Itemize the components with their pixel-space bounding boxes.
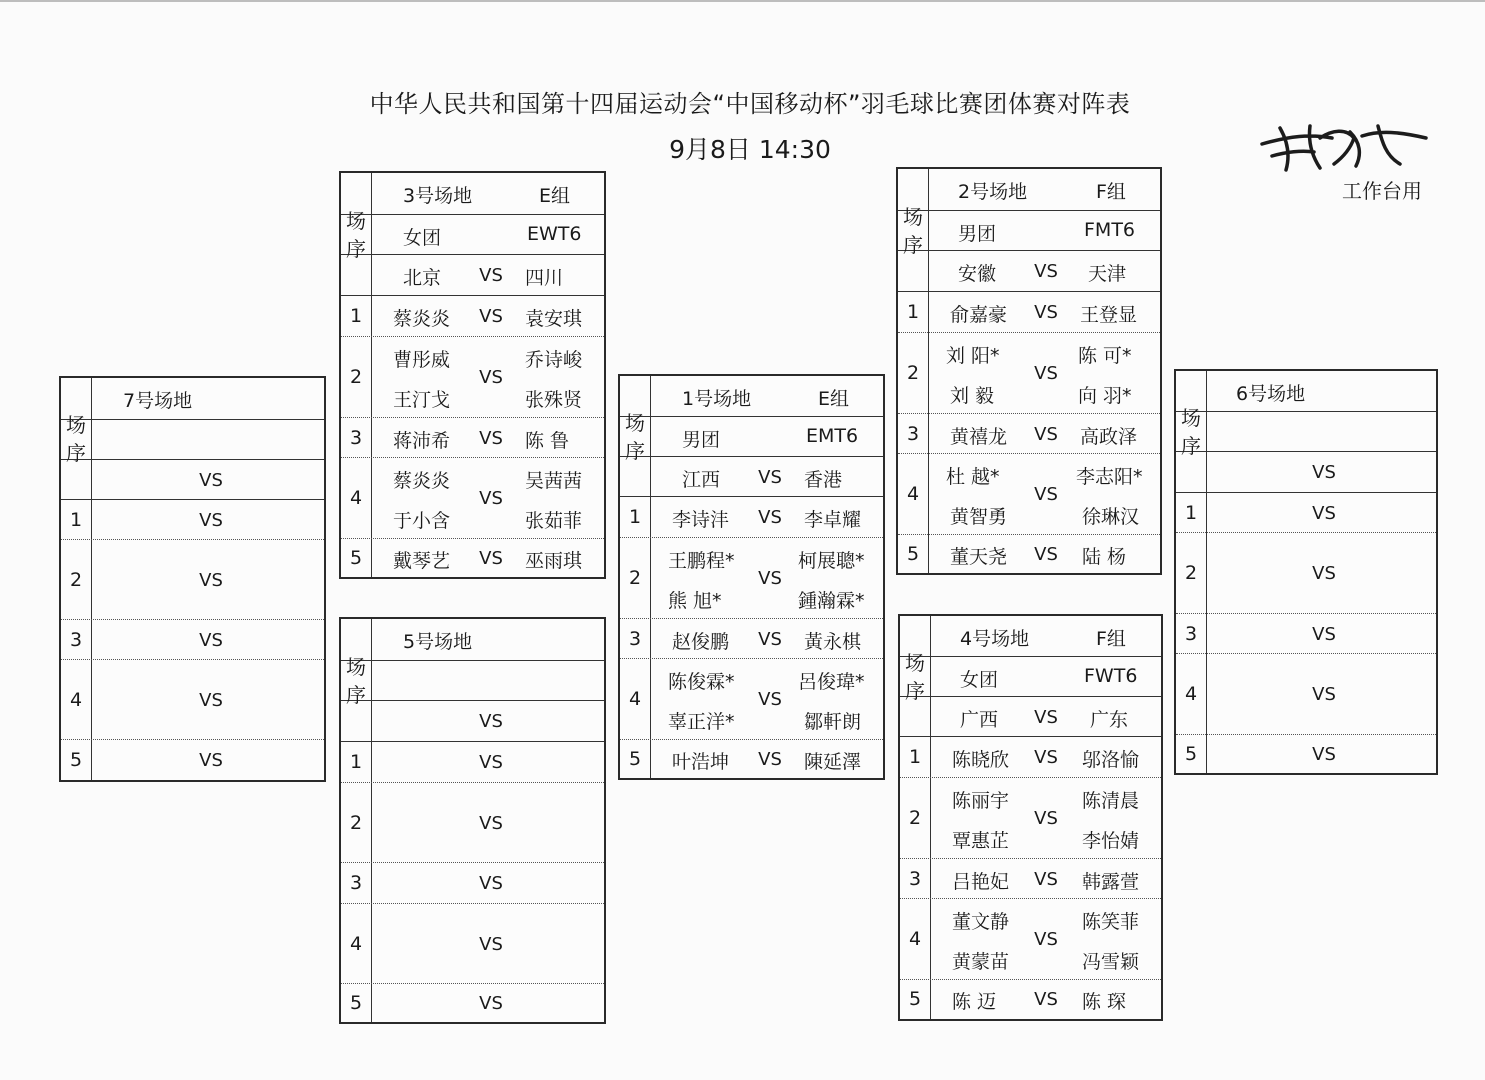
match-row-5 [341,984,604,1022]
player-name: 黃永棋 [804,631,862,653]
player-name: 陈 可* [1078,345,1132,367]
seq-header-char: 场 [903,204,923,229]
teams-row [341,701,604,742]
team-a: 江西 [682,469,721,491]
seq-header [341,619,371,742]
match-row-2 [61,540,324,620]
teams-row [900,697,1161,737]
group-label: E组 [539,185,571,207]
desk-use-label: 工作台用 [1342,179,1422,203]
vs-label: VS [1034,808,1058,829]
player-name: 陈丽宇 [952,790,1010,812]
event-row [341,215,604,255]
player-name: 赵俊鹏 [672,631,730,653]
seq-header-char: 场 [66,413,86,437]
court-name: 6号场地 [1236,383,1306,405]
player-name: 柯展聰* [798,550,865,572]
match-row-2 [341,337,604,418]
player-name: 杜 越* [946,466,1000,488]
player-name: 陈清晨 [1082,790,1140,812]
match-number: 4 [349,933,363,955]
court-name: 4号场地 [960,628,1030,650]
player-name: 黄蒙苗 [952,951,1010,973]
player-name: 蒋沛希 [393,430,451,452]
match-number: 3 [908,868,922,890]
match-number: 1 [906,301,920,323]
seq-header [341,173,371,296]
seq-header-char: 序 [625,438,645,463]
vs-label: VS [479,752,503,773]
player-name: 刘 阳* [946,345,1000,367]
player-name: 张殊贤 [525,389,583,411]
match-number: 3 [349,872,363,894]
match-row-5 [341,539,604,577]
page-title: 中华人民共和国第十四届运动会“中国移动杯”羽毛球比赛团体赛对阵表 [369,90,1131,118]
vs-label: VS [1034,707,1058,728]
match-number: 5 [908,988,922,1010]
match-row-3 [341,863,604,904]
player-name: 王鹏程* [668,550,735,572]
match-number: 2 [69,569,83,591]
player-name: 叶浩坤 [672,751,730,773]
vs-label: VS [1034,869,1058,890]
player-name: 李卓耀 [804,509,862,531]
vs-label: VS [1034,747,1058,768]
court-3-table [339,171,606,579]
court-header-row [898,169,1160,211]
vs-label: VS [479,306,503,327]
top-edge-line [0,0,1485,2]
match-number: 4 [1184,683,1198,705]
match-row-4 [898,454,1160,535]
court-4-table [898,614,1163,1021]
court-header-row [341,619,604,661]
player-name: 王登显 [1080,304,1138,326]
player-name: 巫雨琪 [525,550,583,572]
teams-row [341,255,604,296]
match-number: 1 [908,746,922,768]
player-name: 蔡炎炎 [393,308,451,330]
player-name: 陳延澤 [804,751,862,773]
court-7-table [59,376,326,782]
match-number: 2 [628,567,642,589]
player-name: 韩露萱 [1082,871,1140,893]
player-name: 陈俊霖* [668,671,735,693]
player-name: 陈笑菲 [1082,911,1140,933]
vs-label: VS [1034,363,1058,384]
event-row [898,211,1160,251]
match-row-5 [1176,735,1436,773]
group-label: E组 [818,388,850,410]
event-row [900,657,1161,697]
court-name: 5号场地 [403,631,473,653]
match-row-2 [1176,533,1436,614]
match-number: 1 [349,305,363,327]
match-row-3 [61,620,324,660]
court-6-table [1174,369,1438,775]
vs-label: VS [479,711,503,732]
match-number: 4 [906,483,920,505]
vs-label: VS [758,629,782,650]
seq-header [898,169,928,292]
player-name: 邬洛愉 [1082,749,1140,771]
match-number: 4 [908,928,922,950]
handwritten-signature [1250,108,1440,180]
seq-header-char: 序 [66,441,86,465]
vs-label: VS [758,507,782,528]
team-b: 天津 [1088,263,1127,285]
seq-header-char: 场 [346,654,366,679]
seq-header-char: 序 [905,678,925,703]
match-number: 1 [1184,502,1198,524]
vs-label: VS [199,570,223,591]
match-row-4 [620,659,883,740]
event-row [341,661,604,701]
match-row-4 [1176,654,1436,735]
player-name: 李志阳* [1076,466,1143,488]
match-number: 4 [69,689,83,711]
team-b: 四川 [525,267,564,289]
vs-label: VS [479,428,503,449]
team-a: 广西 [960,709,999,731]
player-name: 刘 毅 [950,385,995,407]
match-number: 5 [349,547,363,569]
vs-label: VS [758,467,782,488]
match-number: 3 [628,628,642,650]
vs-label: VS [1034,302,1058,323]
match-number: 4 [349,487,363,509]
vs-label: VS [1034,929,1058,950]
player-name: 李怡婧 [1082,830,1140,852]
match-number: 1 [628,506,642,528]
player-name: 袁安琪 [525,308,583,330]
event-code: FMT6 [1084,219,1136,241]
teams-row [61,460,324,500]
match-row-4 [341,904,604,984]
seq-header [620,376,650,497]
match-row-1 [898,292,1160,333]
match-number: 3 [349,427,363,449]
court-5-table [339,617,606,1024]
player-name: 鄒軒朗 [804,711,862,733]
match-row-2 [620,538,883,619]
match-row-5 [61,740,324,780]
player-name: 呂俊瑋* [798,671,865,693]
seq-header-char: 场 [346,208,366,233]
court-name: 7号场地 [123,390,193,412]
seq-header [61,378,91,500]
vs-label: VS [1312,462,1336,483]
vs-label: VS [479,813,503,834]
player-name: 董文静 [952,911,1010,933]
match-row-1 [900,737,1161,778]
vs-label: VS [1312,503,1336,524]
vs-label: VS [1312,684,1336,705]
match-row-5 [900,980,1161,1019]
player-name: 蔡炎炎 [393,470,451,492]
vs-label: VS [479,873,503,894]
event-name: 女团 [960,669,999,691]
player-name: 乔诗峻 [525,349,583,371]
match-number: 1 [349,751,363,773]
match-row-1 [341,296,604,337]
player-name: 董天尧 [950,546,1008,568]
group-label: F组 [1096,181,1126,203]
team-b: 广东 [1090,709,1129,731]
court-1-table [618,374,885,780]
match-number: 2 [349,812,363,834]
match-number: 2 [908,807,922,829]
vs-label: VS [479,548,503,569]
event-name: 男团 [682,429,721,451]
player-name: 于小含 [393,510,451,532]
player-name: 李诗沣 [672,509,730,531]
event-row [61,420,324,460]
vs-label: VS [1034,989,1058,1010]
player-name: 冯雪颖 [1082,951,1140,973]
team-a: 北京 [403,267,442,289]
teams-row [620,457,883,497]
match-row-2 [900,778,1161,859]
court-header-row [341,173,604,215]
vs-label: VS [479,265,503,286]
match-row-2 [341,783,604,863]
seq-header-char: 场 [1181,406,1201,430]
teams-row [898,251,1160,292]
group-label: F组 [1096,628,1126,650]
court-header-row [1176,371,1436,412]
player-name: 向 羽* [1078,385,1132,407]
match-row-5 [620,740,883,778]
match-row-1 [61,500,324,540]
vs-label: VS [199,630,223,651]
match-number: 5 [906,543,920,565]
player-name: 黄禧龙 [950,426,1008,448]
match-row-3 [900,859,1161,899]
player-name: 俞嘉豪 [950,304,1008,326]
event-name: 女团 [403,227,442,249]
match-datetime: 9月8日 14:30 [669,135,831,164]
vs-label: VS [758,568,782,589]
player-name: 陆 杨 [1082,546,1127,568]
match-number: 5 [69,749,83,771]
player-name: 陈 鲁 [525,430,570,452]
player-name: 戴琴艺 [393,550,451,572]
court-2-table [896,167,1162,575]
player-name: 陈晓欣 [952,749,1010,771]
vs-label: VS [1312,744,1336,765]
match-row-1 [341,742,604,783]
court-name: 3号场地 [403,185,473,207]
vs-label: VS [199,690,223,711]
player-name: 高政泽 [1080,426,1138,448]
vs-label: VS [1312,563,1336,584]
seq-header-char: 序 [346,682,366,707]
vs-label: VS [1034,544,1058,565]
vs-label: VS [1034,424,1058,445]
vs-label: VS [199,750,223,771]
match-number: 4 [628,688,642,710]
court-header-row [61,378,324,420]
match-number: 2 [349,366,363,388]
player-name: 黄智勇 [950,506,1008,528]
match-number: 3 [69,629,83,651]
vs-label: VS [199,510,223,531]
player-name: 覃惠芷 [952,830,1010,852]
vs-label: VS [479,367,503,388]
match-row-3 [898,414,1160,454]
event-code: EMT6 [806,425,859,447]
match-row-3 [341,418,604,458]
team-b: 香港 [804,469,843,491]
match-number: 2 [906,362,920,384]
player-name: 曹彤威 [393,349,451,371]
match-row-1 [620,497,883,538]
match-row-4 [341,458,604,539]
player-name: 张茹菲 [525,510,583,532]
vs-label: VS [479,488,503,509]
seq-header [1176,371,1206,493]
court-header-row [620,376,883,417]
vs-label: VS [479,934,503,955]
seq-header [900,616,930,737]
vs-label: VS [199,470,223,491]
match-row-3 [1176,614,1436,654]
seq-header-char: 场 [625,410,645,435]
match-row-4 [61,660,324,740]
player-name: 鍾瀚霖* [798,590,865,612]
player-name: 辜正洋* [668,711,735,733]
event-row [620,417,883,457]
match-row-3 [620,619,883,659]
match-number: 5 [1184,743,1198,765]
player-name: 吕艳妃 [952,871,1010,893]
court-name: 1号场地 [682,388,752,410]
player-name: 吴茜茜 [525,470,583,492]
player-name: 熊 旭* [668,590,722,612]
event-name: 男团 [958,223,997,245]
player-name: 陈 迈 [952,991,997,1013]
vs-label: VS [479,993,503,1014]
match-number: 3 [1184,623,1198,645]
match-number: 1 [69,509,83,531]
teams-row [1176,452,1436,493]
vs-label: VS [758,689,782,710]
seq-header-char: 序 [346,236,366,261]
player-name: 徐琳汉 [1082,506,1140,528]
vs-label: VS [758,749,782,770]
team-a: 安徽 [958,263,997,285]
vs-label: VS [1312,624,1336,645]
match-row-4 [900,899,1161,980]
vs-label: VS [1034,484,1058,505]
match-number: 5 [349,992,363,1014]
seq-header-char: 序 [903,232,923,257]
match-number: 3 [906,423,920,445]
player-name: 陈 琛 [1082,991,1127,1013]
match-row-2 [898,333,1160,414]
seq-header-char: 序 [1181,434,1201,458]
match-number: 2 [1184,562,1198,584]
seq-header-char: 场 [905,650,925,675]
vs-label: VS [1034,261,1058,282]
event-code: FWT6 [1084,665,1138,687]
court-header-row [900,616,1161,657]
match-row-5 [898,535,1160,573]
event-row [1176,412,1436,452]
player-name: 王汀戈 [393,389,451,411]
court-name: 2号场地 [958,181,1028,203]
match-number: 5 [628,748,642,770]
event-code: EWT6 [527,223,582,245]
match-row-1 [1176,493,1436,533]
